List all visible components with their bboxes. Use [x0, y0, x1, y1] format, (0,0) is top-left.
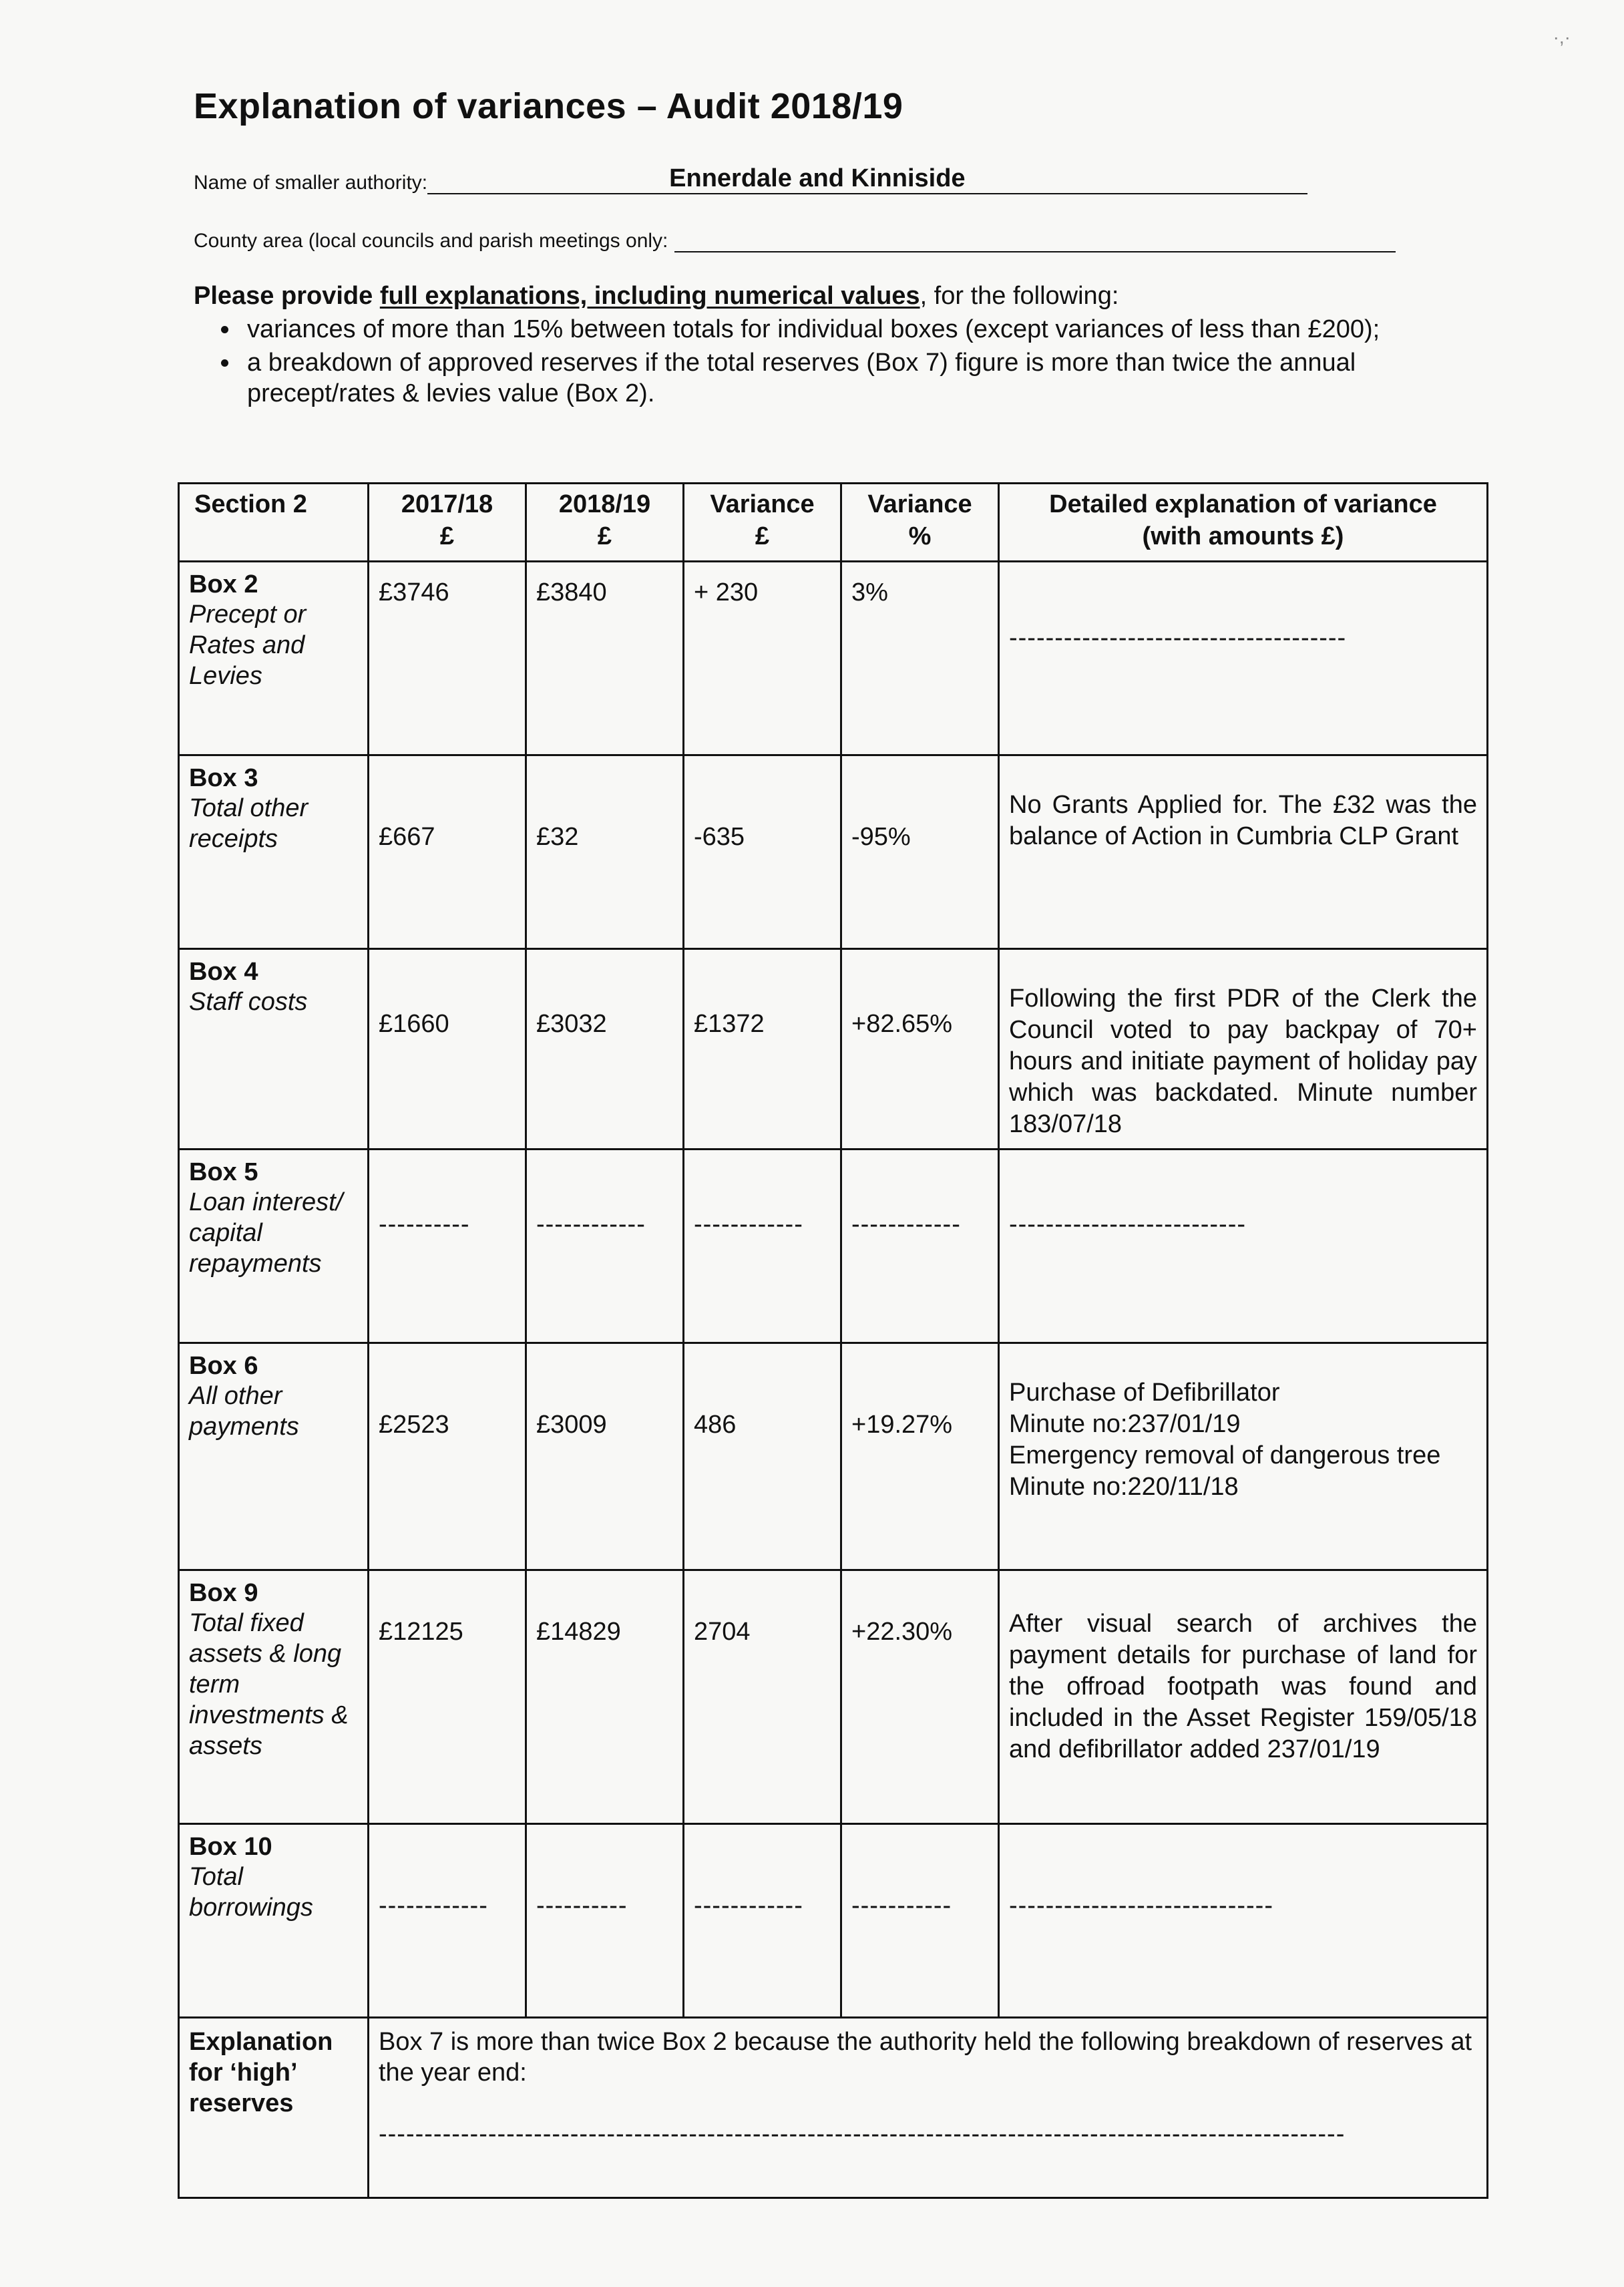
instructions-bullet: • variances of more than 15% between totals for individual boxes (except variances of less than £200);: [240, 314, 1429, 345]
box-number: Box 2: [189, 570, 258, 598]
table-row-box-10: [179, 1824, 1488, 2018]
variance-percent: -----------: [841, 1824, 999, 2018]
scan-marks: ·,·: [1553, 27, 1571, 47]
box-number: Box 3: [189, 764, 258, 792]
explanation-dashes: -------------------------------------: [1009, 624, 1347, 652]
instructions-lead-suffix: , for the following:: [920, 282, 1119, 310]
variance-explanation: After visual search of archives the payment details for purchase of land for the offroad footpath was found and included in the Asset Register 159/05/18 and defibrillator added 237/01/19: [999, 1570, 1488, 1824]
header-2018-19: 2018/19 £: [526, 484, 684, 562]
variance-percent: -95%: [841, 755, 999, 949]
header-variance-amount: Variance £: [684, 484, 841, 562]
table-row-box-4: [179, 949, 1488, 1150]
row-label: [179, 1343, 369, 1570]
header-section: Section 2: [179, 484, 369, 562]
box-number: Box 6: [189, 1352, 258, 1380]
header-2017-18: 2017/18 £: [369, 484, 526, 562]
value-2018-19: £3032: [526, 949, 684, 1150]
authority-name-value: Ennerdale and Kinniside: [668, 164, 966, 194]
authority-name-rule-left: [427, 170, 668, 194]
variance-amount: + 230: [684, 562, 841, 755]
value-2018-19: £3840: [526, 562, 684, 755]
page-title: Explanation of variances – Audit 2018/19: [194, 86, 903, 126]
row-label: [179, 755, 369, 949]
box-description: Total fixed assets & long term investments & assets: [189, 1609, 349, 1760]
instructions: [194, 281, 1429, 411]
variance-percent: ------------: [841, 1150, 999, 1343]
box-number: Box 5: [189, 1158, 258, 1186]
table-row-box-6: [179, 1343, 1488, 1570]
reserves-label-text: Explanation for ‘high’ reserves: [189, 2028, 333, 2117]
authority-name-label: Name of smaller authority:: [194, 172, 428, 194]
box-description: Total other receipts: [189, 794, 309, 853]
value-2018-19: ----------: [526, 1824, 684, 2018]
value-2018-19: £32: [526, 755, 684, 949]
variance-amount: ------------: [684, 1824, 841, 2018]
value-2017-18: ----------: [369, 1150, 526, 1343]
value-2018-19: £3009: [526, 1343, 684, 1570]
variance-explanation: Purchase of Defibrillator Minute no:237/01/19 Emergency removal of dangerous tree Minute no:220/11/18: [999, 1343, 1488, 1570]
instructions-lead-prefix: Please provide: [194, 282, 380, 310]
variance-explanation: No Grants Applied for. The £32 was the balance of Action in Cumbria CLP Grant: [999, 755, 1488, 949]
reserves-dashes: ----------------------------------------------------------------------------------------------------------: [379, 2120, 1346, 2148]
county-area-line: [194, 228, 1396, 252]
instructions-lead: [194, 281, 1429, 311]
variance-percent: +82.65%: [841, 949, 999, 1150]
table-row-box-9: [179, 1570, 1488, 1824]
variance-explanation: [999, 562, 1488, 755]
table-row-box-2: [179, 562, 1488, 755]
instructions-bullet: • a breakdown of approved reserves if the total reserves (Box 7) figure is more than twice the annual precept/rates & levies value (Box 2).: [240, 347, 1429, 409]
reserves-text: Box 7 is more than twice Box 2 because the authority held the following breakdown of reserves at the year end:: [379, 2028, 1472, 2087]
variance-amount: £1372: [684, 949, 841, 1150]
instructions-lead-underlined: full explanations, including numerical values: [379, 282, 920, 310]
value-2017-18: £2523: [369, 1343, 526, 1570]
row-label: [179, 1150, 369, 1343]
header-explanation: Detailed explanation of variance (with amounts £): [999, 484, 1488, 562]
box-description: Total borrowings: [189, 1863, 313, 1922]
reserves-label: [179, 2018, 369, 2198]
box-number: Box 9: [189, 1579, 258, 1607]
variance-percent: 3%: [841, 562, 999, 755]
authority-name-line: [194, 164, 1307, 194]
authority-name-rule-right: [967, 170, 1307, 194]
variance-explanation: Following the first PDR of the Clerk the Council voted to pay backpay of 70+ hours and initiate payment of holiday pay which was backdated. Minute number 183/07/18: [999, 949, 1488, 1150]
table-row-box-5: [179, 1150, 1488, 1343]
variance-explanation: --------------------------: [999, 1150, 1488, 1343]
variance-explanation: -----------------------------: [999, 1824, 1488, 2018]
value-2017-18: £1660: [369, 949, 526, 1150]
reserves-explanation: [369, 2018, 1488, 2198]
value-2018-19: £14829: [526, 1570, 684, 1824]
variance-percent: +22.30%: [841, 1570, 999, 1824]
value-2017-18: ------------: [369, 1824, 526, 2018]
variance-amount: -635: [684, 755, 841, 949]
box-description: Staff costs: [189, 988, 308, 1016]
value-2017-18: £667: [369, 755, 526, 949]
box-number: Box 10: [189, 1833, 272, 1861]
county-area-label: County area (local councils and parish meetings only:: [194, 230, 668, 252]
header-variance-percent: Variance %: [841, 484, 999, 562]
row-label: [179, 1570, 369, 1824]
box-number: Box 4: [189, 958, 258, 986]
county-area-value: [674, 228, 1396, 252]
row-label: [179, 949, 369, 1150]
table-row-high-reserves: [179, 2018, 1488, 2198]
row-label: [179, 562, 369, 755]
box-description: Loan interest/ capital repayments: [189, 1188, 343, 1278]
table-header-row: [179, 484, 1488, 562]
box-description: Precept or Rates and Levies: [189, 600, 307, 690]
row-label: [179, 1824, 369, 2018]
variance-amount: 486: [684, 1343, 841, 1570]
value-2018-19: ------------: [526, 1150, 684, 1343]
variance-amount: ------------: [684, 1150, 841, 1343]
variance-table: [178, 482, 1488, 2199]
table-row-box-3: [179, 755, 1488, 949]
variance-amount: 2704: [684, 1570, 841, 1824]
instructions-list: [194, 314, 1429, 409]
value-2017-18: £3746: [369, 562, 526, 755]
variance-percent: +19.27%: [841, 1343, 999, 1570]
value-2017-18: £12125: [369, 1570, 526, 1824]
box-description: All other payments: [189, 1382, 299, 1441]
